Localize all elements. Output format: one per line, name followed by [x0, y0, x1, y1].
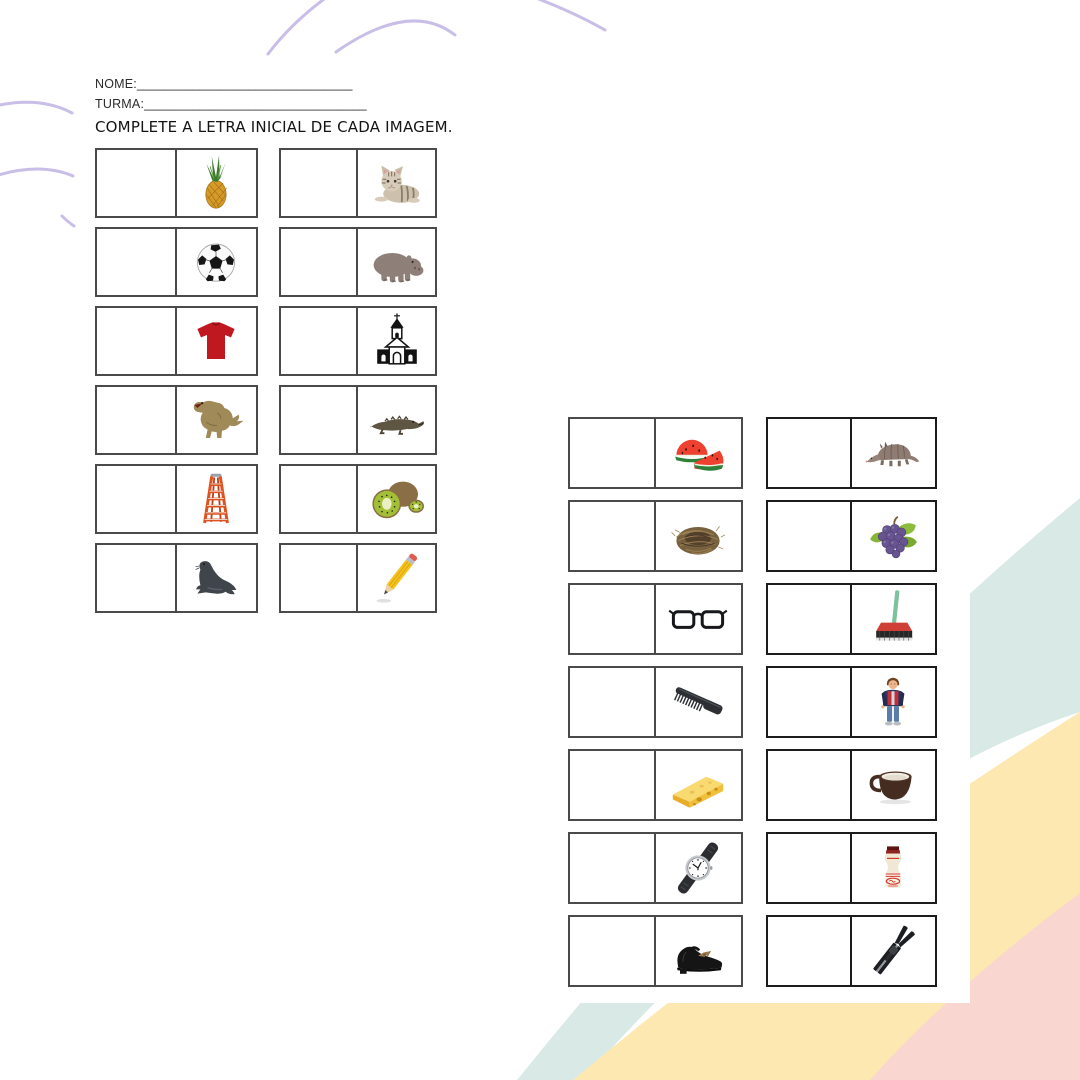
worksheet-cell [568, 500, 743, 572]
worksheet-cell [279, 227, 437, 297]
answer-blank[interactable] [97, 545, 177, 611]
answer-blank[interactable] [768, 419, 852, 487]
worksheet-cell [766, 915, 937, 987]
armadillo-image [852, 419, 936, 487]
broom-image [852, 585, 936, 653]
worksheet-cell [568, 915, 743, 987]
worksheet-cell [95, 227, 258, 297]
worksheet-cell [766, 500, 937, 572]
cat-image [358, 150, 435, 216]
kiwi-image [358, 466, 435, 532]
answer-blank[interactable] [570, 668, 656, 736]
worksheet-cell [279, 464, 437, 534]
seal-image [177, 545, 257, 611]
wristwatch-image [656, 834, 742, 902]
answer-blank[interactable] [281, 150, 358, 216]
comb-image [656, 668, 742, 736]
worksheet-cell [279, 306, 437, 376]
answer-blank[interactable] [281, 387, 358, 453]
answer-blank[interactable] [97, 387, 177, 453]
boy-image [852, 668, 936, 736]
answer-blank[interactable] [570, 834, 656, 902]
worksheet-cell [568, 583, 743, 655]
worksheet-cell [766, 583, 937, 655]
watermelon-image [656, 419, 742, 487]
answer-blank[interactable] [97, 308, 177, 374]
cheese-image [656, 751, 742, 819]
worksheet-cell [766, 417, 937, 489]
worksheet-cell [766, 749, 937, 821]
worksheet-cell [95, 148, 258, 218]
pineapple-image [177, 150, 257, 216]
worksheet-cell [568, 417, 743, 489]
yakult-bottle-image [852, 834, 936, 902]
answer-blank[interactable] [570, 585, 656, 653]
answer-blank[interactable] [570, 917, 656, 985]
answer-blank[interactable] [570, 502, 656, 570]
name-label: NOME: [95, 77, 137, 91]
answer-blank[interactable] [768, 834, 852, 902]
zipper-image [852, 917, 936, 985]
worksheet-cell [568, 832, 743, 904]
grapes-image [852, 502, 936, 570]
worksheet-cell [766, 832, 937, 904]
tshirt-image [177, 308, 257, 374]
answer-blank[interactable] [768, 917, 852, 985]
answer-blank[interactable] [768, 585, 852, 653]
answer-blank[interactable] [281, 308, 358, 374]
answer-blank[interactable] [768, 502, 852, 570]
worksheet-cell [95, 385, 258, 455]
worksheet-cell [95, 306, 258, 376]
answer-blank[interactable] [768, 751, 852, 819]
worksheet-cell [279, 543, 437, 613]
worksheet-cell [766, 666, 937, 738]
answer-blank[interactable] [281, 466, 358, 532]
worksheet-cell [95, 464, 258, 534]
cup-image [852, 751, 936, 819]
worksheet-cell [279, 385, 437, 455]
soccer-ball-image [177, 229, 257, 295]
answer-blank[interactable] [97, 150, 177, 216]
worksheet-cell [568, 666, 743, 738]
class-label: TURMA: [95, 97, 145, 111]
shoe-image [656, 917, 742, 985]
dinosaur-image [177, 387, 257, 453]
answer-blank[interactable] [281, 229, 358, 295]
nest-image [656, 502, 742, 570]
worksheet-instructions: COMPLETE A LETRA INICIAL DE CADA IMAGEM. [95, 118, 453, 136]
hippopotamus-image [358, 229, 435, 295]
answer-blank[interactable] [768, 668, 852, 736]
church-image [358, 308, 435, 374]
alligator-image [358, 387, 435, 453]
worksheet-cell [95, 543, 258, 613]
answer-blank[interactable] [570, 419, 656, 487]
eyeglasses-image [656, 585, 742, 653]
worksheet-cell [568, 749, 743, 821]
worksheet-cell [279, 148, 437, 218]
answer-blank[interactable] [570, 751, 656, 819]
ladder-image [177, 466, 257, 532]
left-answer-grid [95, 148, 437, 613]
class-fill-in-line[interactable]: ________________________________ [144, 97, 367, 111]
answer-blank[interactable] [97, 466, 177, 532]
class-row [95, 97, 367, 111]
right-answer-grid [568, 417, 937, 987]
answer-blank[interactable] [281, 545, 358, 611]
answer-blank[interactable] [97, 229, 177, 295]
name-fill-in-line[interactable]: _______________________________ [136, 77, 353, 91]
name-row [95, 77, 353, 91]
pencil-image [358, 545, 435, 611]
